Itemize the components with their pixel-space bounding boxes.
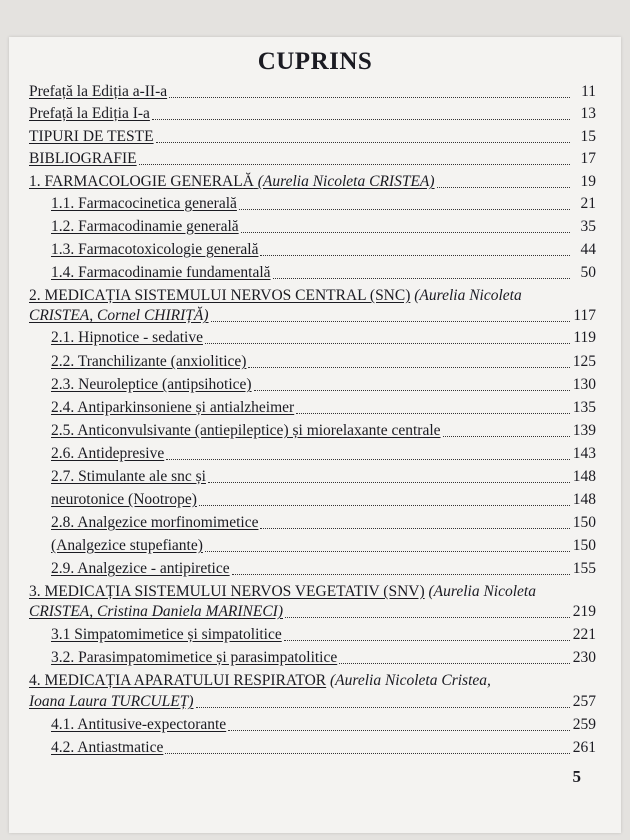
dot-leader [156, 142, 570, 143]
toc-entry[interactable] [51, 649, 596, 670]
toc-chapter[interactable] [29, 307, 596, 328]
toc-entry[interactable] [29, 128, 596, 149]
dot-leader [205, 551, 570, 552]
toc-chapter[interactable] [29, 603, 596, 624]
toc-entry[interactable] [51, 376, 596, 397]
chapter-authors: (Aurelia Nicoleta [414, 287, 522, 304]
toc-entry-page: 143 [572, 445, 596, 462]
dot-leader [232, 574, 570, 575]
toc-entry-label: 1. FARMACOLOGIE GENERALĂ (Aurelia Nicoleta CRISTEA) [29, 173, 435, 190]
page-title: CUPRINS [257, 48, 373, 75]
chapter-authors: CRISTEA, Cristina Daniela MARINECI) [29, 603, 284, 620]
toc-entry[interactable] [51, 241, 596, 262]
chapter-authors: (Aurelia Nicoleta [428, 583, 536, 600]
toc-chapter[interactable] [29, 693, 596, 714]
dot-leader [248, 367, 570, 368]
toc-entry-label: 2.4. Antiparkinsoniene și antialzheimer [51, 399, 295, 416]
toc-entry[interactable] [51, 626, 596, 647]
dot-leader [241, 232, 570, 233]
toc-entry-page: 139 [572, 422, 596, 439]
toc-entry-page: 219 [572, 603, 596, 620]
toc-entry[interactable] [51, 329, 596, 350]
toc-entry-label: 1.3. Farmacotoxicologie generală [51, 241, 259, 258]
toc-entry-page: 130 [572, 376, 596, 393]
dot-leader [296, 413, 570, 414]
toc-entry[interactable] [51, 445, 596, 466]
toc-entry-page: 150 [572, 514, 596, 531]
toc-entry[interactable] [51, 195, 596, 216]
toc-entry-label [29, 693, 194, 711]
dot-leader [205, 343, 570, 344]
toc-chapter-heading[interactable]: 4. MEDICAȚIA APARATULUI RESPIRATOR (Aurelia Nicoleta Cristea, [29, 672, 491, 689]
toc-entry-label: 1.2. Farmacodinamie generală [51, 218, 239, 235]
toc-entry-label: 1.4. Farmacodinamie fundamentală [51, 264, 271, 281]
toc-entry-page: 13 [580, 105, 596, 122]
dot-leader [260, 255, 570, 256]
toc-entry-label: 2.1. Hipnotice - sedative [51, 329, 203, 346]
dot-leader [196, 707, 571, 708]
toc-entry-label: Prefață la Ediția I-a [29, 105, 150, 122]
chapter-authors: CRISTEA, Cornel CHIRIȚĂ) [29, 307, 209, 324]
toc-entry-label: 2.7. Stimulante ale snc și [51, 468, 206, 485]
toc-entry-label: 2.3. Neuroleptice (antipsihotice) [51, 376, 252, 393]
dot-leader [443, 436, 570, 437]
toc-entry[interactable] [29, 105, 596, 126]
dot-leader [273, 278, 570, 279]
toc-entry[interactable] [51, 399, 596, 420]
toc-entry-page: 155 [572, 560, 596, 577]
book-page [9, 37, 621, 833]
dot-leader [165, 753, 570, 754]
toc-entry-page: 15 [580, 128, 596, 145]
toc-entry-label: (Analgezice stupefiante) [51, 537, 203, 554]
toc-entry-page: 50 [580, 264, 596, 281]
dot-leader [239, 209, 570, 210]
toc-entry-page: 117 [573, 307, 596, 324]
toc-entry-page: 21 [580, 195, 596, 212]
toc-entry-page: 19 [580, 173, 596, 190]
dot-leader [254, 390, 570, 391]
toc-entry-label [29, 603, 283, 621]
chapter-authors: Ioana Laura TURCULEȚ) [29, 693, 194, 710]
toc-entry-page: 150 [572, 537, 596, 554]
page-number: 5 [572, 767, 581, 786]
dot-leader [260, 528, 570, 529]
toc-entry-page: 261 [572, 739, 596, 756]
toc-chapter[interactable] [29, 173, 596, 194]
dot-leader [139, 164, 570, 165]
toc-entry-page: 148 [572, 468, 596, 485]
dot-leader [199, 505, 570, 506]
toc-entry-page: 17 [580, 150, 596, 167]
toc-entry[interactable] [51, 353, 596, 374]
toc-entry-page: 44 [580, 241, 596, 258]
toc-entry-label: 2.6. Antidepresive [51, 445, 165, 462]
toc-entry-page: 259 [572, 716, 596, 733]
toc-entry-label: 3.1 Simpatomimetice și simpatolitice [51, 626, 282, 643]
toc-entry-page: 230 [572, 649, 596, 666]
toc-entry[interactable] [51, 537, 596, 558]
toc-entry-page: 221 [572, 626, 596, 643]
dot-leader [208, 482, 570, 483]
toc-entry-label: 2.9. Analgezice - antipiretice [51, 560, 230, 577]
toc-entry-label: 4.1. Antitusive-expectorante [51, 716, 227, 733]
toc-entry-page: 11 [581, 83, 596, 100]
toc-entry[interactable] [51, 422, 596, 443]
toc-entry-label: TIPURI DE TESTE [29, 128, 154, 145]
toc-entry[interactable] [51, 716, 596, 737]
toc-entry-label: 3.2. Parasimpatomimetice și parasimpatolitice [51, 649, 338, 666]
toc-entry[interactable] [51, 739, 596, 760]
toc-entry-label: 4.2. Antiastmatice [51, 739, 164, 756]
toc-entry[interactable] [51, 491, 596, 512]
toc-entry-label: BIBLIOGRAFIE [29, 150, 137, 167]
dot-leader [152, 119, 570, 120]
dot-leader [284, 640, 570, 641]
chapter-authors: (Aurelia Nicoleta Cristea, [330, 672, 491, 689]
toc-entry-label: 1.1. Farmacocinetica generală [51, 195, 237, 212]
dot-leader [339, 663, 570, 664]
dot-leader [437, 187, 570, 188]
toc-entry[interactable] [51, 514, 596, 535]
toc-entry-page: 35 [580, 218, 596, 235]
toc-entry-page: 257 [572, 693, 596, 710]
toc-chapter-heading[interactable]: 3. MEDICAȚIA SISTEMULUI NERVOS VEGETATIV (SNV) (Aurelia Nicoleta [29, 583, 536, 600]
toc-chapter-heading[interactable]: 2. MEDICAȚIA SISTEMULUI NERVOS CENTRAL (SNC) (Aurelia Nicoleta [29, 287, 522, 304]
toc-entry[interactable] [29, 83, 596, 104]
toc-entry-label: 2.5. Anticonvulsivante (antiepileptice) și miorelaxante centrale [51, 422, 441, 439]
chapter-authors: (Aurelia Nicoleta CRISTEA) [257, 173, 435, 190]
toc-entry-page: 125 [572, 353, 596, 370]
toc-entry[interactable] [51, 264, 596, 285]
toc-entry[interactable] [51, 468, 596, 489]
toc-entry-label: neurotonice (Nootrope) [51, 491, 197, 508]
dot-leader [228, 730, 570, 731]
toc-entry[interactable] [29, 150, 596, 171]
dot-leader [285, 617, 570, 618]
toc-entry-label: 2.2. Tranchilizante (anxiolitice) [51, 353, 247, 370]
toc-entry-label: 2.8. Analgezice morfinomimetice [51, 514, 259, 531]
toc-entry-label: Prefață la Ediția a-II-a [29, 83, 168, 100]
dot-leader [166, 459, 570, 460]
toc-entry[interactable] [51, 218, 596, 239]
dot-leader [211, 321, 570, 322]
toc-entry[interactable] [51, 560, 596, 581]
toc-entry-page: 148 [572, 491, 596, 508]
toc-entry-page: 119 [573, 329, 596, 346]
toc-entry-page: 135 [572, 399, 596, 416]
toc-entry-label [29, 307, 209, 325]
dot-leader [169, 97, 570, 98]
